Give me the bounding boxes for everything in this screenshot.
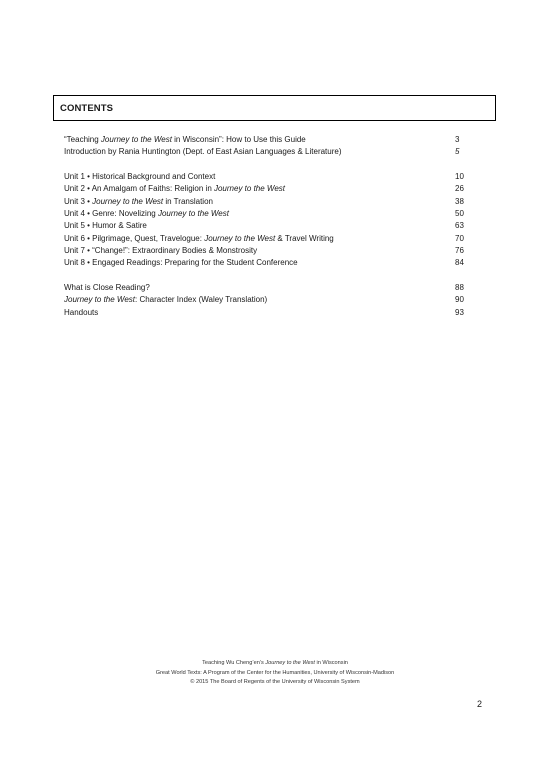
toc-entry[interactable]	[64, 257, 464, 269]
contents-header-box	[53, 95, 496, 121]
toc-entry[interactable]	[64, 171, 464, 183]
toc-entry-page: 10	[455, 172, 464, 182]
page-number: 2	[477, 699, 483, 709]
toc-group	[64, 282, 464, 319]
toc-entry-page: 90	[455, 295, 464, 305]
toc-entry[interactable]	[64, 307, 464, 319]
toc-entry[interactable]	[64, 183, 464, 195]
toc-entry[interactable]	[64, 196, 464, 208]
toc-entry-page: 70	[455, 233, 464, 243]
toc-entry-label: “Teaching Journey to the West in Wisconsin”: How to Use this Guide	[64, 135, 306, 144]
toc-entry[interactable]	[64, 134, 464, 146]
toc-entry[interactable]	[64, 245, 464, 257]
toc-entry-label: Unit 3 • Journey to the West in Translation	[64, 196, 213, 206]
toc-entry-label: What is Close Reading?	[64, 282, 150, 292]
toc-entry-label: Journey to the West: Character Index (Waley Translation)	[64, 295, 268, 305]
toc-entry-page: 3	[455, 135, 460, 144]
toc-entry-label: Handouts	[64, 307, 99, 317]
toc-entry-page: 50	[455, 208, 464, 218]
toc-group	[64, 171, 464, 269]
page-footer	[0, 659, 550, 688]
toc-entry[interactable]	[64, 208, 464, 220]
toc-entry[interactable]	[64, 146, 464, 158]
toc-entry-page: 93	[455, 307, 464, 317]
toc-entry-page: 5	[455, 147, 460, 157]
toc-entry-label: Unit 8 • Engaged Readings: Preparing for the Student Conference	[64, 258, 298, 268]
toc-entry[interactable]	[64, 233, 464, 245]
table-of-contents	[64, 134, 464, 331]
toc-entry-label: Unit 7 • “Change!”: Extraordinary Bodies & Monstrosity	[64, 245, 258, 255]
toc-entry-label: Unit 2 • An Amalgam of Faiths: Religion in Journey to the West	[64, 184, 285, 194]
toc-entry-label: Introduction by Rania Huntington (Dept. of East Asian Languages & Literature)	[64, 147, 342, 157]
contents-title: CONTENTS	[60, 103, 114, 114]
toc-entry-page: 84	[455, 258, 464, 268]
toc-entry[interactable]	[64, 220, 464, 232]
toc-entry-label: Unit 4 • Genre: Novelizing Journey to the West	[64, 208, 229, 218]
toc-entry-label: Unit 6 • Pilgrimage, Quest, Travelogue: Journey to the West & Travel Writing	[64, 233, 334, 243]
footer-line-1: Teaching Wu Cheng’en’s Journey to the West in Wisconsin	[202, 660, 348, 666]
toc-entry-page: 76	[455, 245, 464, 255]
toc-entry[interactable]	[64, 294, 464, 306]
toc-group	[64, 134, 464, 159]
toc-entry-page: 26	[455, 184, 464, 194]
footer-line-3: © 2015 The Board of Regents of the University of Wisconsin System	[190, 679, 360, 685]
toc-entry-label: Unit 1 • Historical Background and Context	[64, 172, 216, 182]
toc-entry-page: 38	[455, 196, 464, 206]
toc-entry-page: 63	[455, 221, 464, 231]
toc-entry-label: Unit 5 • Humor & Satire	[64, 221, 147, 231]
toc-entry-page: 88	[455, 282, 464, 292]
footer-line-2: Great World Texts: A Program of the Center for the Humanities, University of Wisconsin-Madison	[155, 669, 395, 676]
toc-entry[interactable]	[64, 282, 464, 294]
